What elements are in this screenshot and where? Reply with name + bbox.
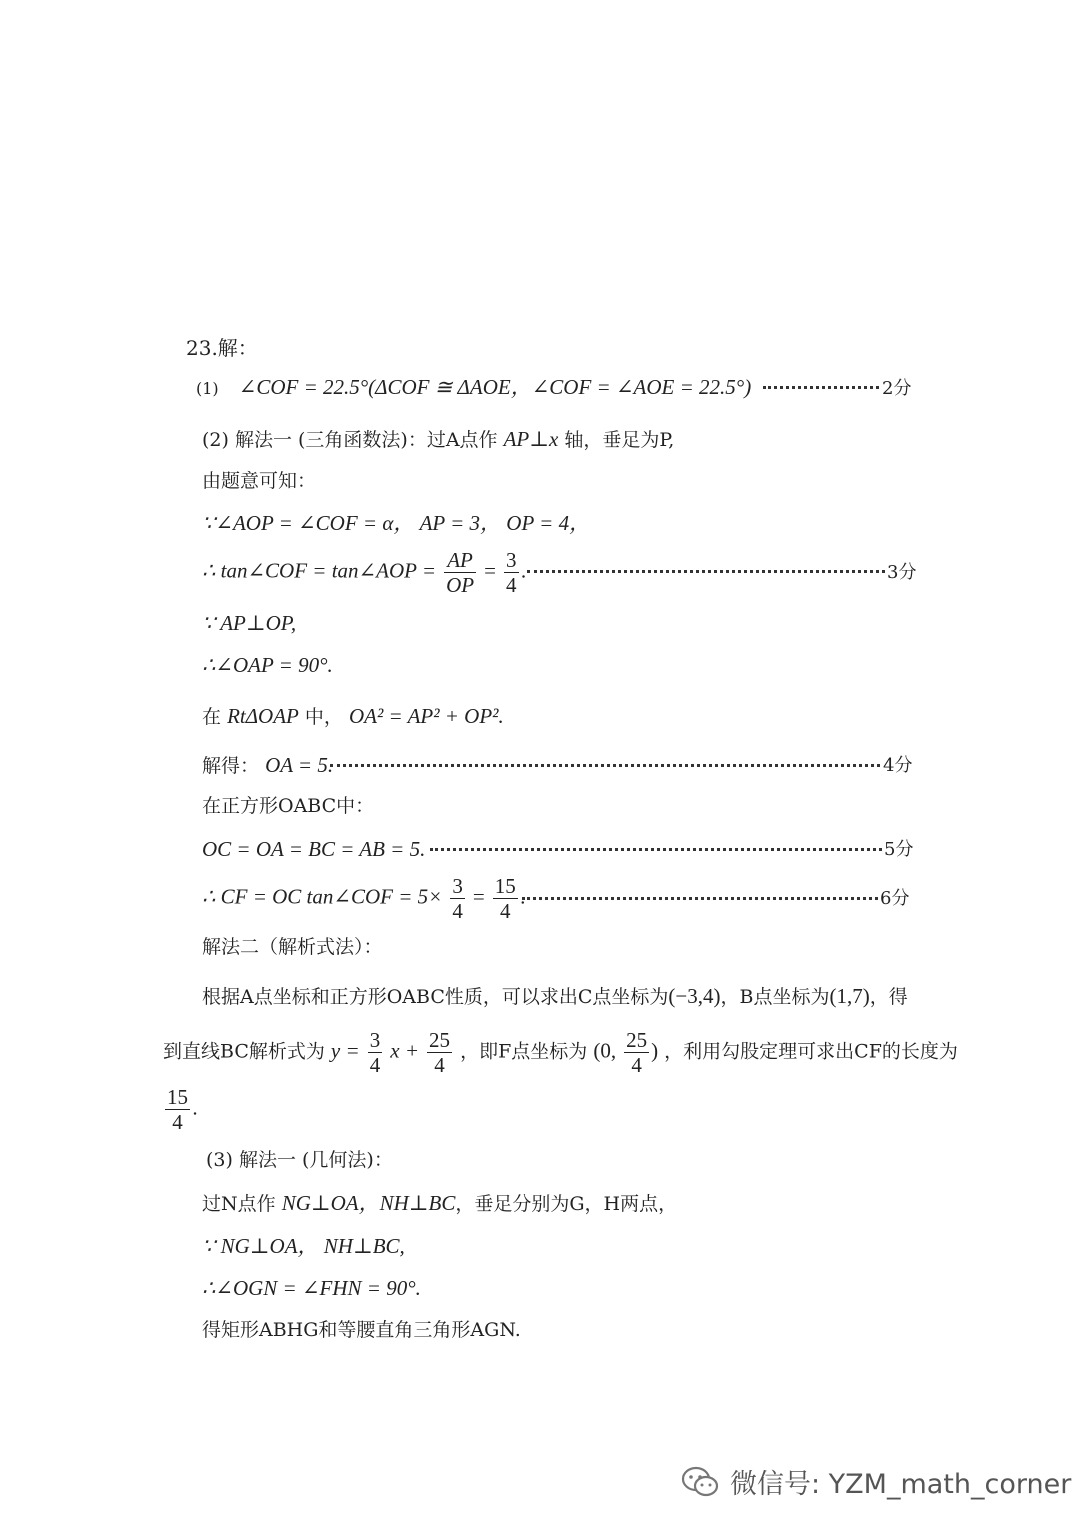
fraction: $\frac{15}{4}$ — [167, 1085, 188, 1135]
part1-line — [196, 377, 751, 398]
part2-intro: (2) 解法一 (三角函数法)：过A点作 AP⊥x 轴，垂足为P, — [202, 427, 675, 451]
wechat-icon — [680, 1464, 720, 1500]
given-line: ∵∠AOP = ∠COF = α， AP = 3， OP = 4， — [202, 511, 591, 535]
fraction: $\frac{AP}{OP}$ — [446, 548, 475, 598]
watermark — [680, 1462, 1071, 1501]
dot-leader — [527, 570, 885, 573]
method2-line1: 根据A点坐标和正方形OABC性质，可以求出C点坐标为(−3,4)，B点坐标为(1,7)，得 — [202, 984, 908, 1008]
fraction: $\frac{25}{4}$ — [429, 1028, 451, 1078]
part1-label: (1) — [196, 379, 219, 398]
fraction: $\frac{3}{4}$ — [452, 874, 463, 924]
part3-title: (3) 解法一 (几何法)： — [206, 1149, 393, 1171]
watermark-text: 微信号: YZM_math_corner — [730, 1469, 1072, 1500]
score-mark: 2分 — [882, 378, 912, 399]
method2-line2: 到直线BC解析式为 y = $\frac{3}{4}$ x + $\frac{25}{4}$ ，即F点坐标为 (0, $\frac{25}{4}$ ) ，利用勾股定理可求出CF的长度为 — [163, 1028, 958, 1078]
angle-line: ∴∠OAP = 90°. — [202, 653, 333, 677]
pythagoras-line: 在 RtΔOAP 中， OA² = AP² + OP². — [202, 704, 504, 728]
dot-leader — [522, 897, 878, 900]
dot-leader — [330, 764, 880, 767]
dot-leader — [430, 848, 882, 851]
square-line: 在正方形OABC中： — [202, 795, 375, 817]
method2-answer: $\frac{15}{4}$ . — [167, 1085, 199, 1135]
score-mark: 6分 — [880, 888, 910, 909]
score-mark: 4分 — [883, 755, 913, 776]
fraction: $\frac{15}{4}$ — [494, 874, 516, 924]
part3-line4: 得矩形ABHG和等腰直角三角形AGN. — [202, 1319, 521, 1341]
fraction: $\frac{25}{4}$ — [626, 1028, 648, 1078]
sides-line: OC = OA = BC = AB = 5. — [202, 837, 426, 861]
fraction: $\frac{3}{4}$ — [506, 548, 517, 598]
known-line: 由题意可知： — [202, 470, 317, 492]
score-mark: 5分 — [884, 839, 914, 860]
part3-line3: ∴∠OGN = ∠FHN = 90°. — [202, 1276, 421, 1300]
perp-line: ∵ AP⊥OP, — [202, 611, 297, 635]
score-mark: 3分 — [887, 562, 917, 583]
part3-line1: 过N点作 NG⊥OA，NH⊥BC，垂足分别为G，H两点， — [202, 1191, 678, 1215]
dot-leader — [763, 386, 879, 389]
method2-title: 解法二（解析式法）： — [202, 936, 383, 958]
fraction: $\frac{3}{4}$ — [369, 1028, 381, 1078]
problem-heading: 23.解： — [186, 336, 258, 360]
tan-line: ∴ tan∠COF = tan∠AOP = $\frac{AP}{OP}$ = $\frac{3}{4}$ . — [202, 548, 527, 598]
part3-line2: ∵ NG⊥OA， NH⊥BC, — [202, 1234, 405, 1258]
part1-math: ∠COF = 22.5°(ΔCOF ≅ ΔAOE，∠COF = ∠AOE = 22.5°) — [238, 375, 752, 399]
solve-line: 解得： OA = 5. — [202, 753, 334, 777]
cf-line: ∴ CF = OC tan∠COF = 5× $\frac{3}{4}$ = $\frac{15}{4}$ . — [202, 874, 526, 924]
